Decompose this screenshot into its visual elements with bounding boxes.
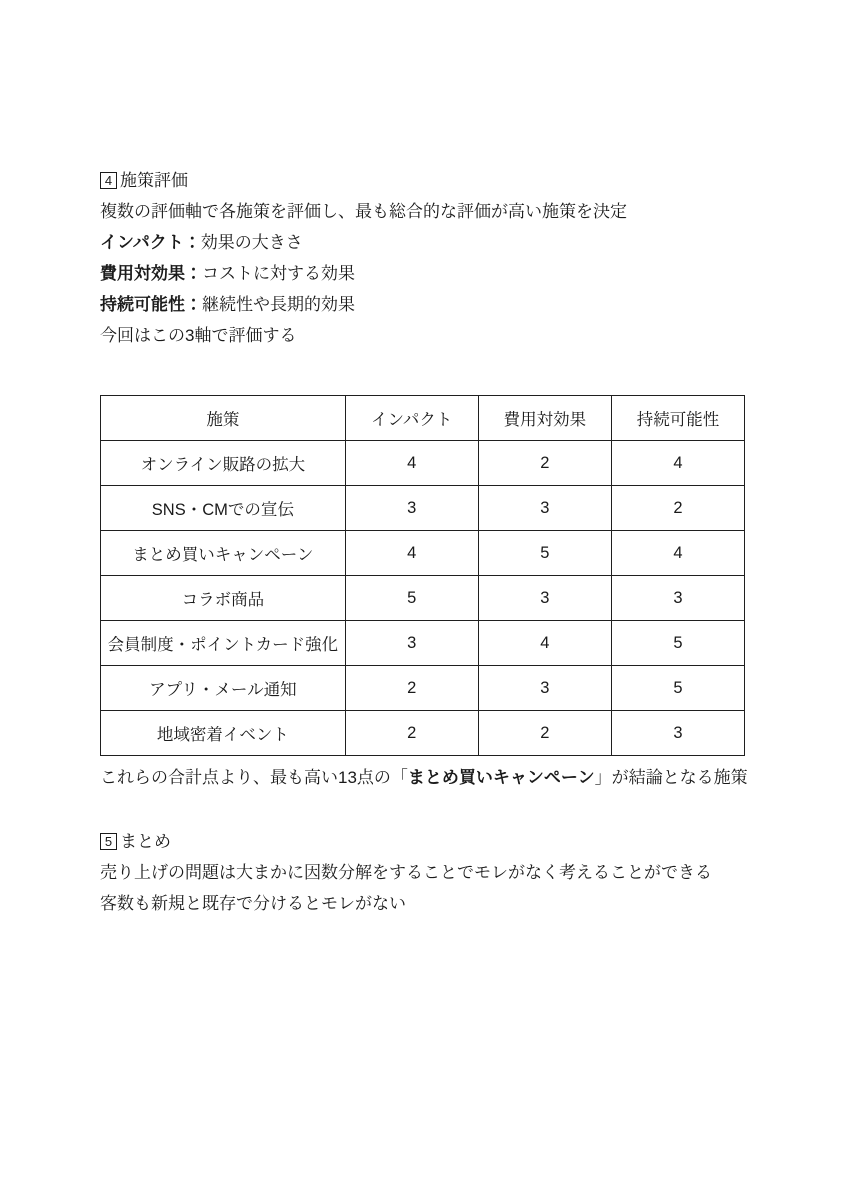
score-cell: 3 <box>345 621 478 666</box>
policy-name-cell: コラボ商品 <box>101 576 346 621</box>
criterion-cost-effect-term: 費用対効果： <box>100 264 202 283</box>
score-cell: 3 <box>345 486 478 531</box>
score-cell: 3 <box>478 486 611 531</box>
table-header-cell-1: インパクト <box>345 396 478 441</box>
score-cell: 2 <box>345 666 478 711</box>
score-cell: 5 <box>478 531 611 576</box>
section4-intro: 複数の評価軸で各施策を評価し、最も総合的な評価が高い施策を決定 <box>100 202 627 221</box>
score-cell: 2 <box>478 711 611 756</box>
section4-heading <box>100 165 748 196</box>
table-row <box>101 666 745 711</box>
score-cell: 4 <box>611 531 744 576</box>
score-cell: 2 <box>611 486 744 531</box>
policy-name-cell: まとめ買いキャンペーン <box>101 531 346 576</box>
conclusion-suffix: 」が結論となる施策 <box>594 768 748 787</box>
score-cell: 4 <box>345 531 478 576</box>
criterion-sustainability-description: 継続性や長期的効果 <box>202 295 355 314</box>
criterion-cost-effect-description: コストに対する効果 <box>202 264 355 283</box>
score-cell: 3 <box>611 711 744 756</box>
policy-name-cell: SNS・CMでの宣伝 <box>101 486 346 531</box>
table-row <box>101 531 745 576</box>
section5-number-badge: 5 <box>100 833 117 850</box>
criterion-sustainability-term: 持続可能性： <box>100 295 202 314</box>
section5-heading-text: まとめ <box>120 832 171 851</box>
table-row <box>101 486 745 531</box>
policy-name-cell: 地域密着イベント <box>101 711 346 756</box>
score-cell: 5 <box>611 621 744 666</box>
policy-name-cell: アプリ・メール通知 <box>101 666 346 711</box>
section4-number-badge: 4 <box>100 172 117 189</box>
table-row <box>101 441 745 486</box>
conclusion-line <box>100 762 748 793</box>
criterion-impact <box>100 227 748 258</box>
conclusion-highlight: まとめ買いキャンペーン <box>407 768 595 787</box>
document-content <box>100 165 748 919</box>
section4-note: 今回はこの3軸で評価する <box>100 326 297 345</box>
summary-line-2: 客数も新規と既存で分けるとモレがない <box>100 894 406 913</box>
evaluation-table-header-row <box>101 396 745 441</box>
section4-heading-text: 施策評価 <box>120 171 188 190</box>
policy-name-cell: オンライン販路の拡大 <box>101 441 346 486</box>
criterion-impact-term: インパクト： <box>100 233 201 252</box>
table-row <box>101 711 745 756</box>
conclusion-prefix: これらの合計点より、最も高い13点の「 <box>100 768 408 787</box>
score-cell: 5 <box>611 666 744 711</box>
evaluation-table-body <box>101 441 745 756</box>
score-cell: 2 <box>345 711 478 756</box>
policy-name-cell: 会員制度・ポイントカード強化 <box>101 621 346 666</box>
section-summary <box>100 826 748 919</box>
score-cell: 4 <box>611 441 744 486</box>
section5-heading <box>100 826 748 857</box>
score-cell: 3 <box>478 576 611 621</box>
table-header-cell-2: 費用対効果 <box>478 396 611 441</box>
criterion-cost-effect <box>100 258 748 289</box>
table-row <box>101 576 745 621</box>
score-cell: 4 <box>345 441 478 486</box>
table-row <box>101 621 745 666</box>
score-cell: 3 <box>611 576 744 621</box>
criterion-impact-description: 効果の大きさ <box>200 233 303 252</box>
score-cell: 3 <box>478 666 611 711</box>
score-cell: 2 <box>478 441 611 486</box>
criterion-sustainability <box>100 289 748 320</box>
table-header-cell-3: 持続可能性 <box>611 396 744 441</box>
evaluation-table <box>100 395 745 756</box>
score-cell: 4 <box>478 621 611 666</box>
table-header-cell-0: 施策 <box>101 396 346 441</box>
score-cell: 5 <box>345 576 478 621</box>
summary-line-1: 売り上げの問題は大まかに因数分解をすることでモレがなく考えることができる <box>100 863 712 882</box>
